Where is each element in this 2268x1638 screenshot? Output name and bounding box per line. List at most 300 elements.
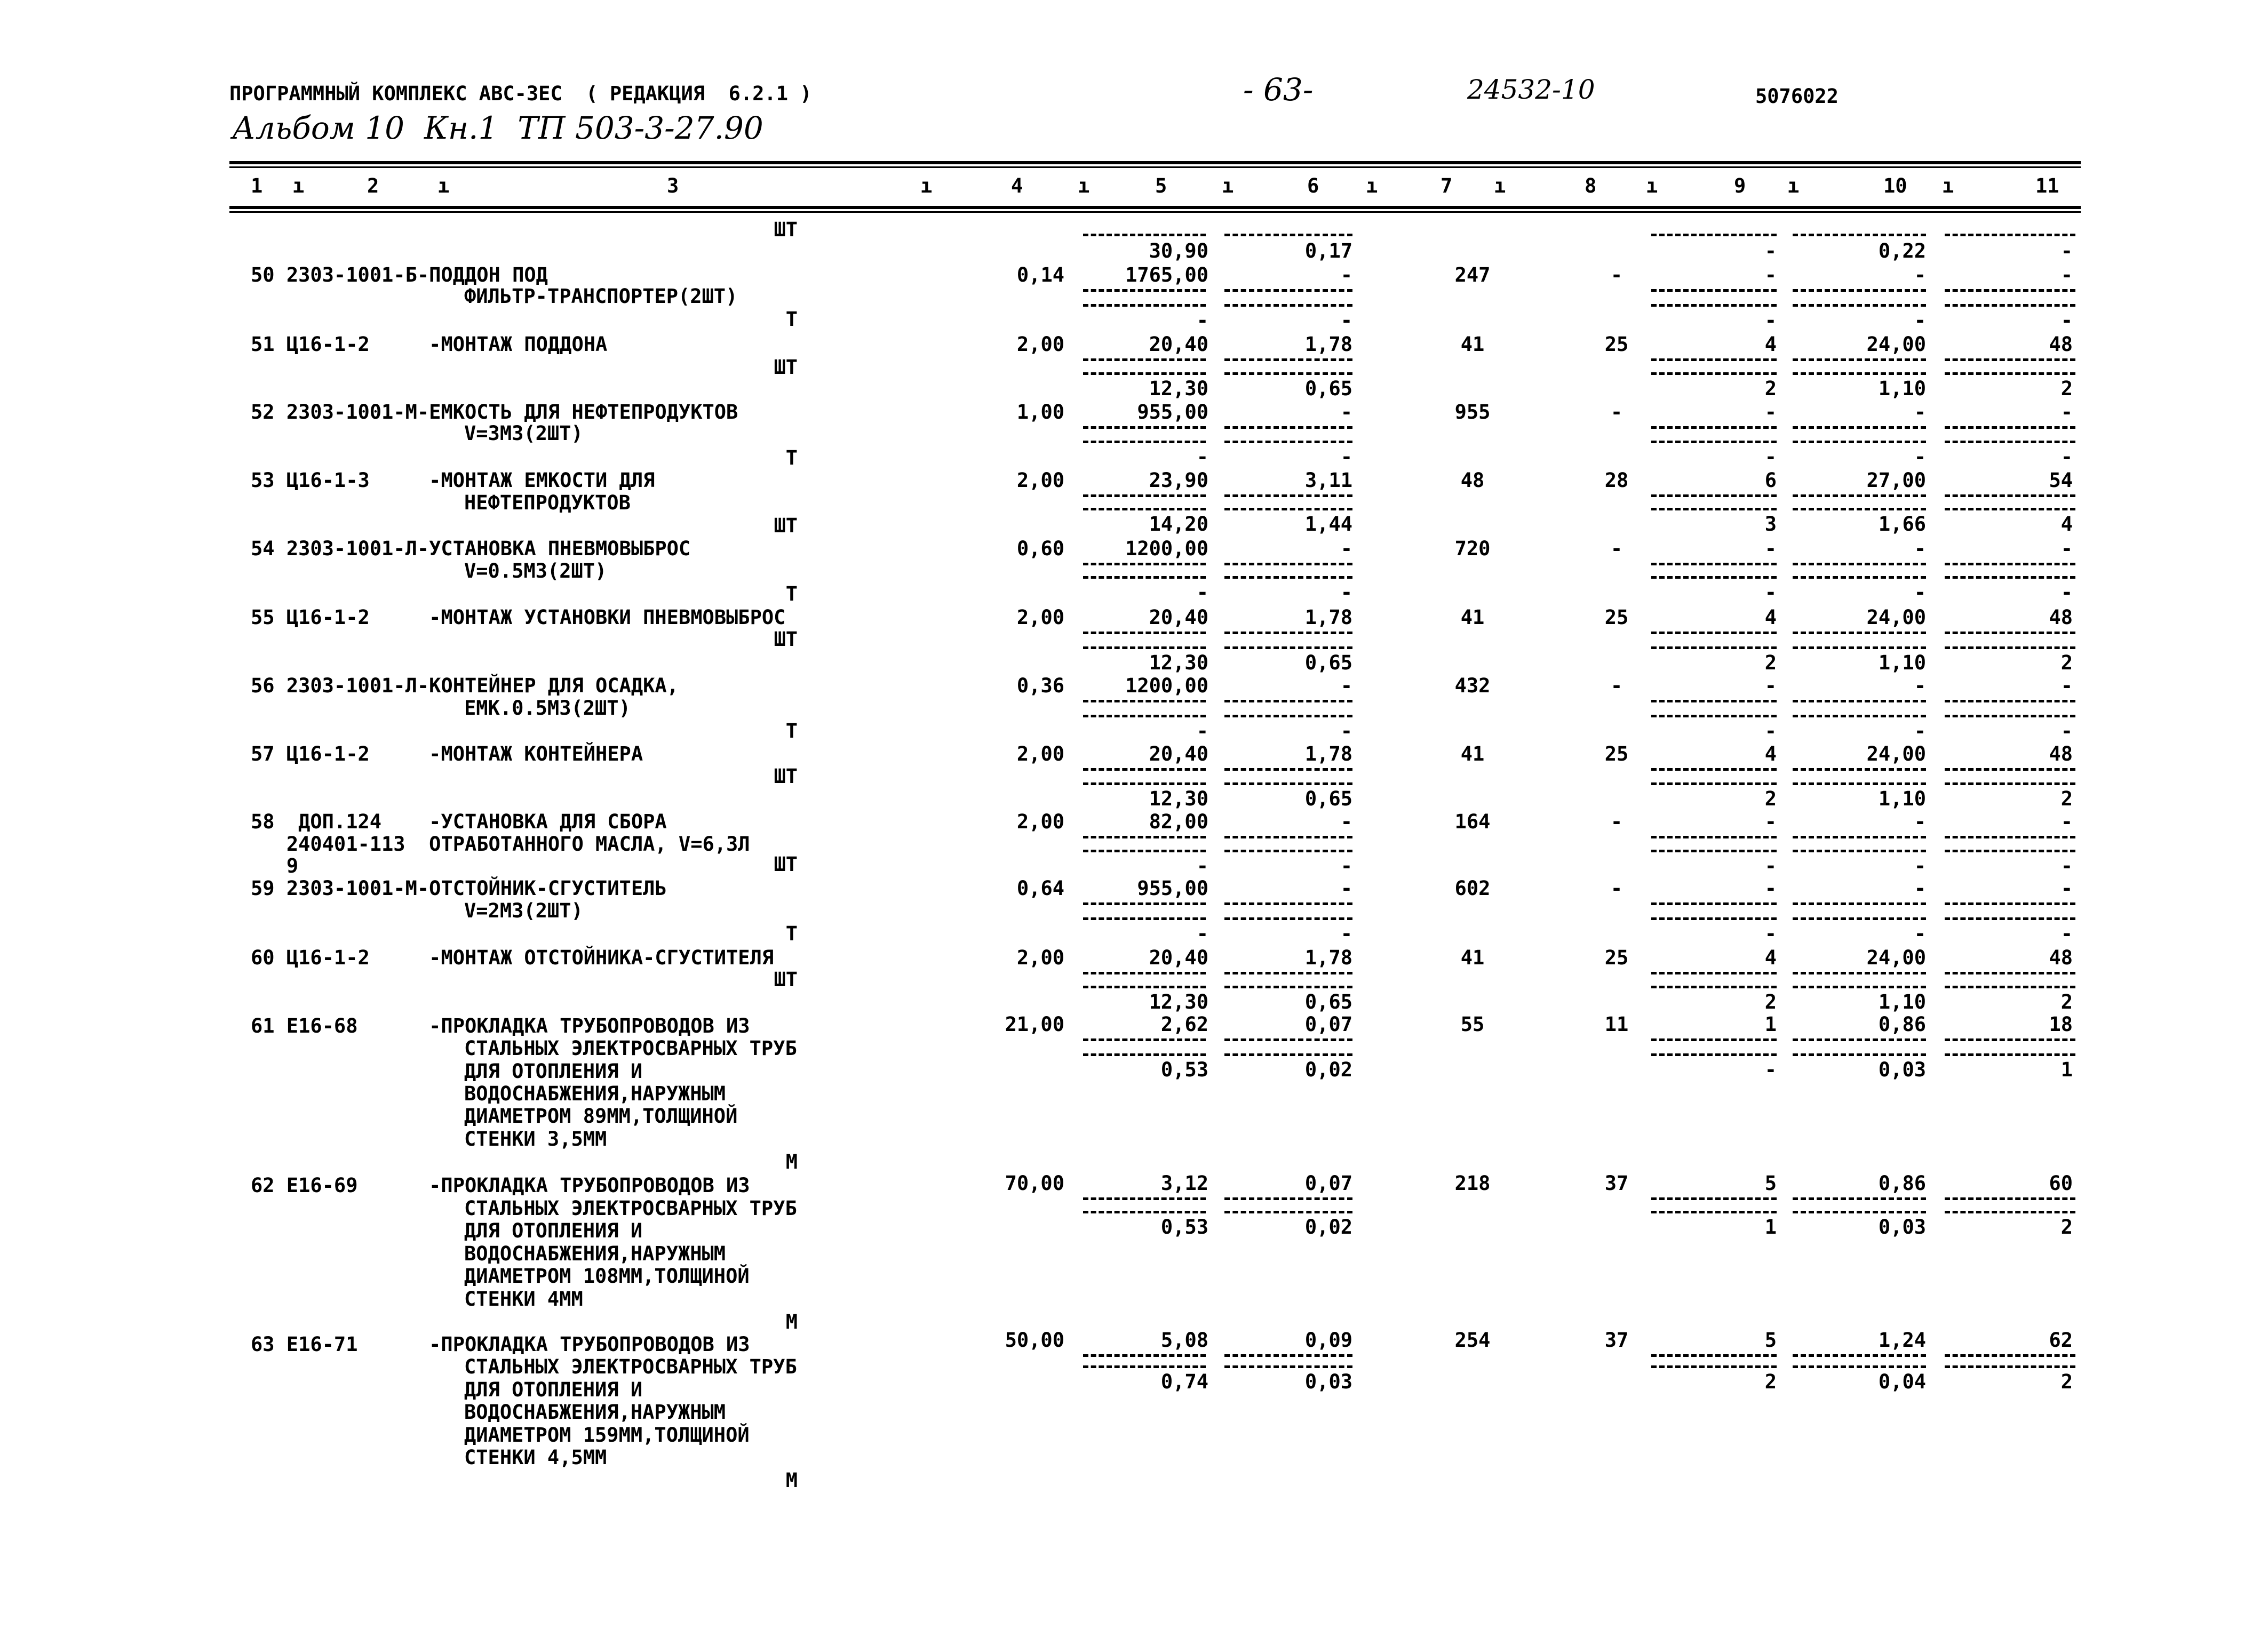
value-cell-c11: 48: [2049, 742, 2073, 765]
fraction-rule: [1083, 850, 1206, 855]
fraction-rule: [1945, 715, 2075, 720]
fraction-rule: [1083, 836, 1206, 841]
value-cell-c10: -: [1914, 581, 1926, 604]
row-text: ДЛЯ ОТОПЛЕНИЯ И: [464, 1060, 643, 1083]
value-cell-c6: -: [1340, 810, 1352, 833]
value-cell-c7: 720: [1454, 537, 1491, 560]
row-text: ШТ: [774, 356, 798, 379]
row-text: 54 2303-1001-Л-УСТАНОВКА ПНЕВМОВЫБРОС: [251, 537, 691, 560]
value-cell-c10: -: [1914, 877, 1926, 900]
row-text: ШТ: [774, 853, 798, 876]
value-cell-c6: 1,78: [1304, 606, 1352, 629]
fraction-rule: [1083, 715, 1206, 720]
fraction-rule: [1945, 902, 2075, 908]
column-header-5: 5: [1155, 174, 1167, 197]
value-cell-c6: 0,09: [1304, 1329, 1352, 1352]
row-text: 56 2303-1001-Л-КОНТЕЙНЕР ДЛЯ ОСАДКА,: [251, 674, 679, 697]
value-cell-c11: 48: [2049, 333, 2073, 356]
value-cell-c5: -: [1196, 922, 1208, 945]
fraction-rule: [1083, 986, 1206, 991]
value-cell-c4: 2,00: [1016, 742, 1064, 765]
value-cell-c4: 21,00: [1005, 1013, 1064, 1036]
fraction-rule: [1793, 304, 1926, 309]
value-cell-c8: 25: [1604, 742, 1629, 765]
value-cell-c7: 218: [1454, 1172, 1491, 1195]
value-cell-c9: 2: [1764, 787, 1777, 810]
value-cell-c9: -: [1764, 239, 1777, 262]
value-cell-c9: -: [1764, 810, 1777, 833]
fraction-rule: [1945, 441, 2075, 446]
fraction-rule: [1793, 782, 1926, 788]
value-cell-c8: 11: [1604, 1013, 1629, 1036]
fraction-rule: [1224, 986, 1352, 991]
value-cell-c5: 955,00: [1137, 877, 1208, 900]
value-cell-c6: 0,07: [1304, 1013, 1352, 1036]
value-cell-c6: 0,65: [1304, 990, 1352, 1013]
fraction-rule: [1793, 768, 1926, 773]
fraction-rule: [1793, 715, 1926, 720]
value-cell-c6: 1,78: [1304, 946, 1352, 969]
fraction-rule: [1083, 646, 1206, 652]
value-cell-c5: -: [1196, 445, 1208, 468]
value-cell-c9: 1: [1764, 1013, 1777, 1036]
fraction-rule: [1651, 632, 1777, 637]
value-cell-c6: 1,78: [1304, 333, 1352, 356]
value-cell-c11: 62: [2049, 1329, 2073, 1352]
value-cell-c5: 82,00: [1149, 810, 1208, 833]
fraction-rule: [1083, 289, 1206, 294]
fraction-rule: [1793, 289, 1926, 294]
value-cell-c5: 23,90: [1149, 469, 1208, 492]
document-code: 24532-10: [1467, 74, 1595, 105]
value-cell-c10: -: [1914, 445, 1926, 468]
fraction-rule: [1224, 917, 1352, 923]
column-header-8: 8: [1585, 174, 1597, 197]
fraction-rule: [1945, 1038, 2075, 1044]
row-text: М: [785, 1311, 798, 1333]
row-text: V=2М3(2ШТ): [464, 899, 583, 922]
value-cell-c8: -: [1610, 674, 1623, 697]
value-cell-c5: 5,08: [1160, 1329, 1208, 1352]
value-cell-c4: 0,64: [1016, 877, 1064, 900]
value-cell-c5: 20,40: [1149, 333, 1208, 356]
column-separator: ı: [1366, 174, 1378, 197]
value-cell-c6: -: [1340, 720, 1352, 742]
column-separator: ı: [1646, 174, 1658, 197]
value-cell-c9: 2: [1764, 377, 1777, 400]
fraction-rule: [1224, 426, 1352, 432]
value-cell-c5: -: [1196, 581, 1208, 604]
fraction-rule: [1083, 917, 1206, 923]
fraction-rule: [1651, 508, 1777, 513]
value-cell-c10: 1,10: [1878, 377, 1926, 400]
fraction-rule: [1224, 494, 1352, 500]
fraction-rule: [1651, 304, 1777, 309]
fraction-rule: [1651, 289, 1777, 294]
fraction-rule: [1945, 986, 2075, 991]
row-text: НЕФТЕПРОДУКТОВ: [464, 491, 631, 514]
row-text: ДИАМЕТРОМ 159ММ,ТОЛЩИНОЙ: [464, 1424, 750, 1447]
value-cell-c9: 2: [1764, 1370, 1777, 1393]
fraction-rule: [1945, 1365, 2075, 1371]
value-cell-c11: 48: [2049, 606, 2073, 629]
fraction-rule: [1224, 358, 1352, 364]
row-text: ДЛЯ ОТОПЛЕНИЯ И: [464, 1378, 643, 1401]
value-cell-c6: 0,07: [1304, 1172, 1352, 1195]
fraction-rule: [1083, 1354, 1206, 1360]
fraction-rule: [1083, 234, 1206, 239]
fraction-rule: [1083, 304, 1206, 309]
fraction-rule: [1793, 1365, 1926, 1371]
fraction-rule: [1651, 426, 1777, 432]
fraction-rule: [1945, 1354, 2075, 1360]
value-cell-c8: -: [1610, 877, 1623, 900]
value-cell-c10: -: [1914, 720, 1926, 742]
value-cell-c11: 2: [2060, 377, 2073, 400]
value-cell-c7: 254: [1454, 1329, 1491, 1352]
row-text: 63 Е16-71 -ПРОКЛАДКА ТРУБОПРОВОДОВ ИЗ: [251, 1333, 750, 1356]
value-cell-c7: 41: [1460, 606, 1485, 629]
value-cell-c11: 60: [2049, 1172, 2073, 1195]
fraction-rule: [1651, 234, 1777, 239]
fraction-rule: [1651, 1354, 1777, 1360]
value-cell-c10: 1,10: [1878, 787, 1926, 810]
value-cell-c11: 2: [2060, 1370, 2073, 1393]
column-header-7: 7: [1441, 174, 1453, 197]
fraction-rule: [1945, 563, 2075, 568]
column-header-11: 11: [2035, 174, 2059, 197]
fraction-rule: [1945, 234, 2075, 239]
top-rule-thin: [229, 166, 2081, 168]
fraction-rule: [1793, 372, 1926, 378]
value-cell-c8: -: [1610, 810, 1623, 833]
value-cell-c6: 1,78: [1304, 742, 1352, 765]
value-cell-c4: 2,00: [1016, 333, 1064, 356]
value-cell-c9: -: [1764, 537, 1777, 560]
row-text: 59 2303-1001-М-ОТСТОЙНИК-СГУСТИТЕЛЬ: [251, 877, 667, 900]
value-cell-c10: 0,03: [1878, 1058, 1926, 1081]
column-separator: ı: [292, 174, 305, 197]
row-text: ЕМК.0.5М3(2ШТ): [464, 697, 631, 720]
fraction-rule: [1224, 1053, 1352, 1059]
value-cell-c5: 3,12: [1160, 1172, 1208, 1195]
value-cell-c9: -: [1764, 309, 1777, 332]
value-cell-c6: 0,02: [1304, 1216, 1352, 1239]
fraction-rule: [1224, 508, 1352, 513]
fraction-rule: [1224, 646, 1352, 652]
value-cell-c6: -: [1340, 445, 1352, 468]
value-cell-c9: 1: [1764, 1216, 1777, 1239]
fraction-rule: [1793, 1197, 1926, 1203]
value-cell-c10: 1,24: [1878, 1329, 1926, 1352]
value-cell-c11: -: [2060, 445, 2073, 468]
column-separator: ı: [1494, 174, 1506, 197]
document-number: 5076022: [1755, 85, 1839, 108]
fraction-rule: [1945, 768, 2075, 773]
column-separator: ı: [920, 174, 933, 197]
value-cell-c10: 0,03: [1878, 1216, 1926, 1239]
value-cell-c9: -: [1764, 401, 1777, 424]
fraction-rule: [1945, 372, 2075, 378]
row-text: 51 Ц16-1-2 -МОНТАЖ ПОДДОНА: [251, 333, 608, 356]
value-cell-c10: -: [1914, 537, 1926, 560]
value-cell-c5: 12,30: [1149, 651, 1208, 674]
fraction-rule: [1793, 494, 1926, 500]
column-header-4: 4: [1011, 174, 1023, 197]
fraction-rule: [1083, 972, 1206, 977]
value-cell-c11: -: [2060, 854, 2073, 877]
fraction-rule: [1083, 632, 1206, 637]
value-cell-c11: -: [2060, 922, 2073, 945]
row-text: СТЕНКИ 4ММ: [464, 1288, 583, 1311]
value-cell-c11: -: [2060, 239, 2073, 262]
fraction-rule: [1224, 563, 1352, 568]
fraction-rule: [1083, 782, 1206, 788]
fraction-rule: [1793, 563, 1926, 568]
value-cell-c11: 2: [2060, 990, 2073, 1013]
value-cell-c7: 55: [1460, 1013, 1485, 1036]
page-number: - 63-: [1243, 71, 1314, 108]
column-header-2: 2: [367, 174, 379, 197]
value-cell-c9: 3: [1764, 513, 1777, 536]
value-cell-c10: 1,66: [1878, 513, 1926, 536]
fraction-rule: [1945, 850, 2075, 855]
fraction-rule: [1945, 782, 2075, 788]
fraction-rule: [1224, 782, 1352, 788]
fraction-rule: [1945, 646, 2075, 652]
value-cell-c11: -: [2060, 877, 2073, 900]
fraction-rule: [1793, 576, 1926, 581]
fraction-rule: [1945, 304, 2075, 309]
fraction-rule: [1945, 289, 2075, 294]
fraction-rule: [1945, 972, 2075, 977]
value-cell-c11: -: [2060, 674, 2073, 697]
value-cell-c4: 2,00: [1016, 606, 1064, 629]
value-cell-c10: 24,00: [1866, 742, 1926, 765]
fraction-rule: [1945, 508, 2075, 513]
fraction-rule: [1224, 836, 1352, 841]
value-cell-c9: 2: [1764, 651, 1777, 674]
value-cell-c8: 37: [1604, 1172, 1629, 1195]
column-separator: ı: [1787, 174, 1800, 197]
column-header-9: 9: [1734, 174, 1746, 197]
fraction-rule: [1651, 700, 1777, 705]
row-text: ВОДОСНАБЖЕНИЯ,НАРУЖНЫМ: [464, 1242, 726, 1265]
row-text: ШТ: [774, 514, 798, 537]
row-text: Т: [785, 308, 798, 331]
value-cell-c6: -: [1340, 309, 1352, 332]
row-text: СТЕНКИ 3,5ММ: [464, 1128, 607, 1150]
value-cell-c10: 0,04: [1878, 1370, 1926, 1393]
value-cell-c9: 2: [1764, 990, 1777, 1013]
value-cell-c9: 4: [1764, 333, 1777, 356]
fraction-rule: [1793, 646, 1926, 652]
fraction-rule: [1083, 1038, 1206, 1044]
value-cell-c11: -: [2060, 581, 2073, 604]
value-cell-c5: 30,90: [1149, 239, 1208, 262]
value-cell-c5: -: [1196, 720, 1208, 742]
row-text: 53 Ц16-1-3 -МОНТАЖ ЕМКОСТИ ДЛЯ: [251, 469, 655, 492]
fraction-rule: [1945, 632, 2075, 637]
value-cell-c5: 14,20: [1149, 513, 1208, 536]
fraction-rule: [1945, 576, 2075, 581]
row-text: ДЛЯ ОТОПЛЕНИЯ И: [464, 1219, 643, 1242]
value-cell-c10: 1,10: [1878, 651, 1926, 674]
row-text: 58 ДОП.124 -УСТАНОВКА ДЛЯ СБОРА: [251, 810, 667, 833]
row-text: СТЕНКИ 4,5ММ: [464, 1446, 607, 1469]
row-text: 55 Ц16-1-2 -МОНТАЖ УСТАНОВКИ ПНЕВМОВЫБРОС: [251, 606, 786, 629]
row-text: 9: [251, 854, 299, 877]
row-text: ДИАМЕТРОМ 89ММ,ТОЛЩИНОЙ: [464, 1105, 738, 1128]
fraction-rule: [1793, 836, 1926, 841]
header-bottom-rule: [229, 206, 2081, 209]
value-cell-c6: 0,03: [1304, 1370, 1352, 1393]
fraction-rule: [1224, 1211, 1352, 1216]
row-text: ШТ: [774, 968, 798, 991]
value-cell-c6: 0,65: [1304, 651, 1352, 674]
value-cell-c6: -: [1340, 854, 1352, 877]
value-cell-c9: -: [1764, 720, 1777, 742]
column-header-10: 10: [1883, 174, 1907, 197]
fraction-rule: [1651, 494, 1777, 500]
fraction-rule: [1224, 850, 1352, 855]
column-separator: ı: [1078, 174, 1090, 197]
fraction-rule: [1224, 1197, 1352, 1203]
value-cell-c9: 4: [1764, 946, 1777, 969]
row-text: V=0.5М3(2ШТ): [464, 560, 607, 582]
value-cell-c4: 0,60: [1016, 537, 1064, 560]
value-cell-c4: 2,00: [1016, 469, 1064, 492]
value-cell-c9: -: [1764, 922, 1777, 945]
value-cell-c11: -: [2060, 720, 2073, 742]
fraction-rule: [1651, 576, 1777, 581]
fraction-rule: [1651, 986, 1777, 991]
value-cell-c7: 247: [1454, 263, 1491, 286]
fraction-rule: [1083, 902, 1206, 908]
fraction-rule: [1793, 1354, 1926, 1360]
value-cell-c11: 54: [2049, 469, 2073, 492]
row-text: СТАЛЬНЫХ ЭЛЕКТРОСВАРНЫХ ТРУБ: [464, 1037, 797, 1060]
fraction-rule: [1793, 700, 1926, 705]
value-cell-c10: 0,22: [1878, 239, 1926, 262]
value-cell-c5: -: [1196, 854, 1208, 877]
row-text: 240401-113 ОТРАБОТАННОГО МАСЛА, V=6,3Л: [251, 833, 750, 856]
fraction-rule: [1224, 234, 1352, 239]
row-text: 62 Е16-69 -ПРОКЛАДКА ТРУБОПРОВОДОВ ИЗ: [251, 1174, 750, 1197]
column-header-6: 6: [1307, 174, 1319, 197]
fraction-rule: [1651, 768, 1777, 773]
value-cell-c6: 0,65: [1304, 787, 1352, 810]
fraction-rule: [1224, 304, 1352, 309]
fraction-rule: [1083, 563, 1206, 568]
fraction-rule: [1651, 441, 1777, 446]
fraction-rule: [1083, 494, 1206, 500]
value-cell-c9: 4: [1764, 742, 1777, 765]
value-cell-c11: 18: [2049, 1013, 2073, 1036]
fraction-rule: [1793, 850, 1926, 855]
fraction-rule: [1224, 1365, 1352, 1371]
value-cell-c7: 41: [1460, 333, 1485, 356]
value-cell-c8: 25: [1604, 606, 1629, 629]
fraction-rule: [1224, 972, 1352, 977]
value-cell-c5: 20,40: [1149, 606, 1208, 629]
fraction-rule: [1083, 576, 1206, 581]
fraction-rule: [1945, 700, 2075, 705]
value-cell-c11: -: [2060, 309, 2073, 332]
value-cell-c8: 37: [1604, 1329, 1629, 1352]
fraction-rule: [1793, 441, 1926, 446]
value-cell-c8: 25: [1604, 333, 1629, 356]
value-cell-c7: 41: [1460, 742, 1485, 765]
fraction-rule: [1651, 358, 1777, 364]
value-cell-c6: -: [1340, 922, 1352, 945]
row-text: 57 Ц16-1-2 -МОНТАЖ КОНТЕЙНЕРА: [251, 742, 643, 765]
value-cell-c9: -: [1764, 263, 1777, 286]
value-cell-c8: -: [1610, 263, 1623, 286]
fraction-rule: [1945, 426, 2075, 432]
fraction-rule: [1793, 1053, 1926, 1059]
value-cell-c8: 28: [1604, 469, 1629, 492]
fraction-rule: [1083, 1365, 1206, 1371]
row-text: ШТ: [774, 628, 798, 651]
row-text: М: [785, 1150, 798, 1173]
value-cell-c5: 1200,00: [1125, 537, 1208, 560]
fraction-rule: [1224, 576, 1352, 581]
column-separator: ı: [1942, 174, 1954, 197]
value-cell-c7: 48: [1460, 469, 1485, 492]
value-cell-c4: 50,00: [1005, 1329, 1064, 1352]
row-text: ДИАМЕТРОМ 108ММ,ТОЛЩИНОЙ: [464, 1265, 750, 1288]
fraction-rule: [1793, 986, 1926, 991]
value-cell-c10: 0,86: [1878, 1013, 1926, 1036]
value-cell-c5: 0,74: [1160, 1370, 1208, 1393]
fraction-rule: [1793, 508, 1926, 513]
row-text: Т: [785, 446, 798, 469]
value-cell-c9: 5: [1764, 1172, 1777, 1195]
fraction-rule: [1224, 768, 1352, 773]
fraction-rule: [1651, 372, 1777, 378]
fraction-rule: [1224, 1038, 1352, 1044]
column-header-1: 1: [251, 174, 263, 197]
fraction-rule: [1083, 1211, 1206, 1216]
top-rule: [229, 161, 2081, 164]
row-text: СТАЛЬНЫХ ЭЛЕКТРОСВАРНЫХ ТРУБ: [464, 1355, 797, 1378]
fraction-rule: [1793, 1211, 1926, 1216]
value-cell-c8: -: [1610, 537, 1623, 560]
value-cell-c11: -: [2060, 810, 2073, 833]
value-cell-c7: 41: [1460, 946, 1485, 969]
value-cell-c5: 20,40: [1149, 946, 1208, 969]
value-cell-c6: 3,11: [1304, 469, 1352, 492]
value-cell-c4: 2,00: [1016, 946, 1064, 969]
value-cell-c7: 432: [1454, 674, 1491, 697]
fraction-rule: [1651, 917, 1777, 923]
value-cell-c6: -: [1340, 581, 1352, 604]
value-cell-c11: -: [2060, 263, 2073, 286]
value-cell-c10: -: [1914, 674, 1926, 697]
value-cell-c4: 0,14: [1016, 263, 1064, 286]
value-cell-c7: 602: [1454, 877, 1491, 900]
fraction-rule: [1651, 1197, 1777, 1203]
value-cell-c6: -: [1340, 877, 1352, 900]
fraction-rule: [1793, 426, 1926, 432]
value-cell-c10: 1,10: [1878, 990, 1926, 1013]
value-cell-c10: 27,00: [1866, 469, 1926, 492]
value-cell-c10: 24,00: [1866, 606, 1926, 629]
value-cell-c10: 0,86: [1878, 1172, 1926, 1195]
fraction-rule: [1945, 917, 2075, 923]
fraction-rule: [1651, 782, 1777, 788]
